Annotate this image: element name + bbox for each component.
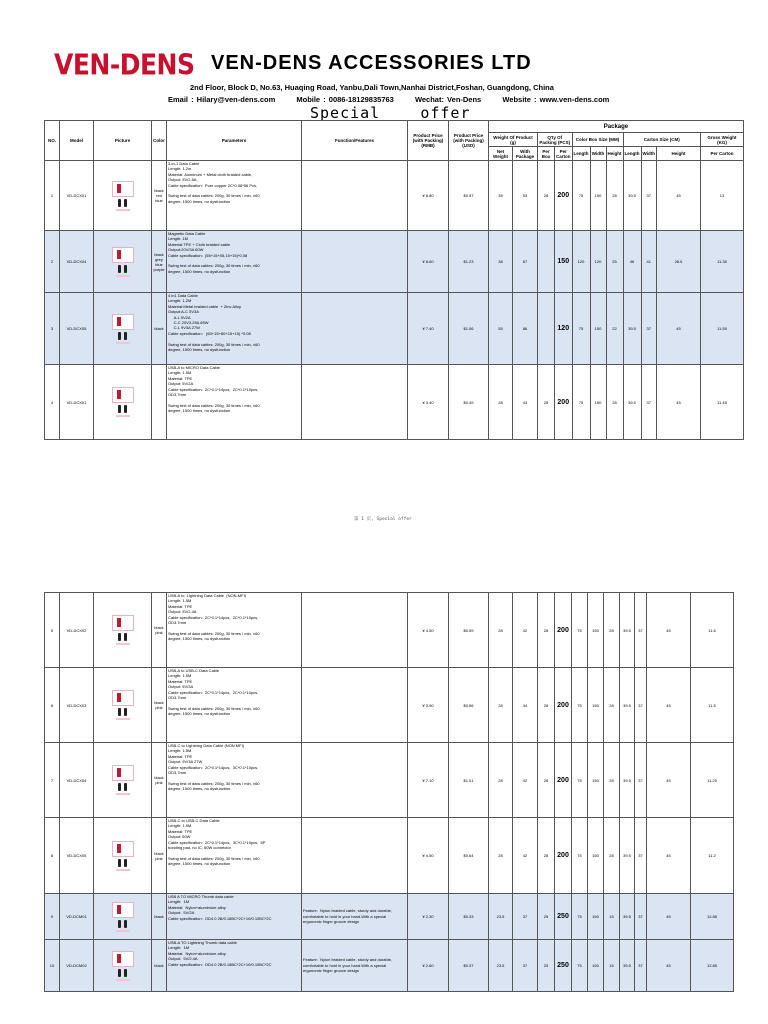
net-weight-cell: 39 xyxy=(489,161,513,231)
box-width-cell: 150 xyxy=(588,743,604,818)
page-title: Special offer xyxy=(310,104,471,122)
function-cell xyxy=(302,668,408,743)
price-usd-cell: $0.49 xyxy=(449,365,489,440)
col-with-package: With Package xyxy=(513,147,538,161)
box-height-cell: 28 xyxy=(604,743,620,818)
box-width-cell: 150 xyxy=(590,293,606,365)
box-length-cell: 75 xyxy=(572,593,588,668)
box-height-cell: 28 xyxy=(604,593,620,668)
table-row xyxy=(45,161,744,231)
wechat: Wechat: Ven-Dens xyxy=(414,95,482,104)
net-weight-cell: 28 xyxy=(489,365,513,440)
gross-weight-cell: 11.45 xyxy=(700,365,743,440)
model-cell: VD-DCX03 xyxy=(60,668,94,743)
gross-weight-cell: 11.2 xyxy=(691,818,734,894)
row-number: 4 xyxy=(45,365,60,440)
price-rmb-cell: ¥ 2.30 xyxy=(408,894,449,940)
color-cell: black xyxy=(152,940,167,992)
package-weight-cell: 44 xyxy=(513,668,538,743)
product-image xyxy=(100,615,146,645)
col-weight: Weight Of Product (g) xyxy=(489,133,538,147)
package-weight-cell: 43 xyxy=(513,365,538,440)
box-length-cell: 75 xyxy=(572,365,590,440)
offer-table-page-1 xyxy=(44,120,744,440)
box-width-cell: 150 xyxy=(588,668,604,743)
carton-length-cell: 39.5 xyxy=(620,894,635,940)
color-cell: black xyxy=(152,894,167,940)
price-rmb-cell: ¥ 2.60 xyxy=(408,940,449,992)
per-carton-cell: 200 xyxy=(555,818,572,894)
col-gross-per-carton: Per Carton xyxy=(700,147,743,161)
per-carton-cell: 120 xyxy=(555,293,573,365)
per-box-cell: 25 xyxy=(538,894,555,940)
function-cell: Feature: Nylon braided cable, sturdy and durable, comfortable to hold in your hand.With a special ergonomic finger groove design xyxy=(302,940,408,992)
parameters-cell: USB-A to MICRO Data Cable Length: 1.5M Material: TPE Output: 5V/2A Cable specification: 2C*0.1*14pcs, 2C*0.1*10pcs, OD3.7mm Swing test of data cables: 200g, 30 times / min, ±60 degree, 1500 times, no dysfunction xyxy=(167,365,302,440)
parameters-cell: USB A TO MICRO Thumb data cable Length: 1M Material: Nylon+aluminium alloy Output: 5V/2A Cable specification: OD4.0 2B/0.18BC*2C+10/0.10BC*2C xyxy=(167,894,302,940)
carton-height-cell: 45 xyxy=(647,818,691,894)
model-cell: VD-DCX04 xyxy=(60,743,94,818)
col-model: Model xyxy=(60,121,94,161)
product-image xyxy=(100,951,146,981)
function-cell xyxy=(302,231,408,293)
carton-length-cell: 39.5 xyxy=(620,818,635,894)
color-cell: black pink xyxy=(152,668,167,743)
company-name: VEN-DENS ACCESSORIES LTD xyxy=(211,52,532,74)
row-number: 2 xyxy=(45,231,60,293)
gross-weight-cell: 11.25 xyxy=(691,743,734,818)
price-rmb-cell: ¥ 7.40 xyxy=(408,293,449,365)
per-box-cell xyxy=(538,231,555,293)
box-height-cell: 15 xyxy=(604,894,620,940)
color-cell xyxy=(152,365,167,440)
col-box-length: Length xyxy=(572,147,590,161)
model-cell: VD-DCM02 xyxy=(60,940,94,992)
carton-width-cell: 37 xyxy=(641,161,656,231)
picture-cell xyxy=(94,231,152,293)
picture-cell xyxy=(94,743,152,818)
col-per-carton: Per Carton xyxy=(556,148,571,159)
net-weight-cell: 28 xyxy=(489,668,513,743)
per-box-cell: 28 xyxy=(538,161,555,231)
row-number: 5 xyxy=(45,593,60,668)
col-parameters: Parameters xyxy=(167,121,302,161)
model-cell: VD-DCX01 xyxy=(60,365,94,440)
box-length-cell: 75 xyxy=(572,894,588,940)
parameters-cell: USB-C to Lightning Data Cable (NON MFI) Length: 1.5M Material: TPE Output: 9V/3A 27W Cable specification: 2C*0.1*14pcs, 3C*0.1*10pcs, OD3.7mm Swing test of data cables: 200g, 30 times / min, ±60 degree, 1500 times, no dysfunction xyxy=(167,743,302,818)
table-row xyxy=(45,894,734,940)
gross-weight-cell: 11.55 xyxy=(700,293,743,365)
price-rmb-cell: ¥ 6.80 xyxy=(408,161,449,231)
parameters-cell: USB-C to USB-C Data Cable Length: 1.5M Material: TPE Output: 60W Cable specification: 2C*0.1*14pcs, 3C*0.1*10pcs, 5P bonding pad, no IC, 60W connector Swing test of data cables: 200g, 30 times / min, ±60 degree, 1500 times, no dysfunction xyxy=(167,818,302,894)
box-height-cell: 28 xyxy=(604,818,620,894)
table-row xyxy=(45,940,734,992)
per-carton-cell: 200 xyxy=(555,743,572,818)
carton-width-cell: 37 xyxy=(635,593,647,668)
package-weight-cell: 67 xyxy=(513,231,538,293)
table-row xyxy=(45,743,734,818)
box-length-cell: 75 xyxy=(572,940,588,992)
product-image xyxy=(100,902,146,932)
carton-width-cell: 41 xyxy=(641,231,656,293)
carton-height-cell: 45 xyxy=(647,940,691,992)
net-weight-cell: 55 xyxy=(489,293,513,365)
model-cell: VD-DCX04 xyxy=(60,231,94,293)
per-box-cell: 25 xyxy=(538,940,555,992)
box-height-cell: 25 xyxy=(606,231,623,293)
carton-height-cell: 45 xyxy=(647,593,691,668)
carton-height-cell: 45 xyxy=(656,293,700,365)
parameters-cell: USB-A TO Lightning Thumb data cable Length: 1M Material: Nylon+aluminium alloy Output: 5V/2.4A Cable specification: OD4.0 2B/0.18BC*2C+10/0.10BC*2C xyxy=(167,940,302,992)
gross-weight-cell: 12.85 xyxy=(691,894,734,940)
carton-length-cell: 39.5 xyxy=(623,293,641,365)
carton-length-cell: 39.5 xyxy=(620,593,635,668)
price-rmb-cell: ¥ 7.10 xyxy=(408,743,449,818)
function-cell: Feature: Nylon braided cable, sturdy and durable, comfortable to hold in your hand.With a special ergonomic finger groove design xyxy=(302,894,408,940)
col-color-box: Color Box Size (MM) xyxy=(572,133,623,147)
carton-length-cell: 46 xyxy=(623,231,641,293)
carton-height-cell: 28.5 xyxy=(656,231,700,293)
model-cell: VD-DCM01 xyxy=(60,894,94,940)
price-usd-cell: $0.56 xyxy=(449,668,489,743)
product-image xyxy=(100,387,146,417)
box-height-cell: 15 xyxy=(604,940,620,992)
table-row xyxy=(45,818,734,894)
per-box-cell: 28 xyxy=(538,365,555,440)
carton-width-cell: 37 xyxy=(635,940,647,992)
carton-length-cell: 39.5 xyxy=(623,161,641,231)
col-function: Function/Features xyxy=(302,121,408,161)
row-number: 3 xyxy=(45,293,60,365)
function-cell xyxy=(302,365,408,440)
contact-line xyxy=(168,95,627,104)
col-carton-height: Height xyxy=(656,147,700,161)
function-cell xyxy=(302,161,408,231)
row-number: 6 xyxy=(45,668,60,743)
company-logo: VEN-DENS xyxy=(54,47,195,82)
table-row xyxy=(45,593,734,668)
product-image xyxy=(100,765,146,795)
col-picture: Picture xyxy=(94,121,152,161)
box-width-cell: 150 xyxy=(588,593,604,668)
carton-length-cell: 39.5 xyxy=(623,365,641,440)
picture-cell xyxy=(94,161,152,231)
gross-weight-cell: 11.35 xyxy=(700,231,743,293)
box-length-cell: 75 xyxy=(572,818,588,894)
price-usd-cell: $0.59 xyxy=(449,593,489,668)
box-height-cell: 28 xyxy=(606,365,623,440)
row-number: 1 xyxy=(45,161,60,231)
picture-cell xyxy=(94,894,152,940)
function-cell xyxy=(302,293,408,365)
package-weight-cell: 42 xyxy=(513,743,538,818)
carton-length-cell: 39.5 xyxy=(620,668,635,743)
product-image xyxy=(100,314,146,344)
carton-width-cell: 37 xyxy=(641,293,656,365)
per-box-cell: 28 xyxy=(538,593,555,668)
box-width-cell: 120 xyxy=(590,231,606,293)
price-rmb-cell: ¥ 4.50 xyxy=(408,593,449,668)
col-price-usd: Product Price (with Packing) (USD) xyxy=(449,121,489,161)
box-length-cell: 75 xyxy=(572,293,590,365)
col-box-width: Width xyxy=(590,147,606,161)
carton-width-cell: 37 xyxy=(635,668,647,743)
per-box-cell: 28 xyxy=(538,818,555,894)
price-usd-cell: $0.33 xyxy=(449,894,489,940)
price-usd-cell: $1.01 xyxy=(449,743,489,818)
box-length-cell: 75 xyxy=(572,668,588,743)
package-weight-cell: 37 xyxy=(513,894,538,940)
table-row xyxy=(45,231,744,293)
picture-cell xyxy=(94,668,152,743)
row-number: 8 xyxy=(45,818,60,894)
box-length-cell: 75 xyxy=(572,161,590,231)
price-usd-cell: $1.23 xyxy=(449,231,489,293)
box-height-cell: 28 xyxy=(606,161,623,231)
net-weight-cell: 28 xyxy=(489,743,513,818)
picture-cell xyxy=(94,940,152,992)
carton-length-cell: 39.5 xyxy=(620,940,635,992)
carton-width-cell: 37 xyxy=(641,365,656,440)
offer-table-page-2 xyxy=(44,592,734,992)
gross-weight-cell: 13 xyxy=(700,161,743,231)
parameters-cell: Magnetic Data Cable Length: 1M Material:TPE + Cloth braided cable Output:20V/3A 60W Cable specification: (55+15+55,15+15)*0.08 Swing test of data cables: 200g, 30 times / min, ±60 degree, 1500 times, no dysfunction xyxy=(167,231,302,293)
box-height-cell: 28 xyxy=(604,668,620,743)
box-width-cell: 150 xyxy=(590,161,606,231)
price-usd-cell: $0.64 xyxy=(449,818,489,894)
function-cell xyxy=(302,593,408,668)
carton-height-cell: 45 xyxy=(656,365,700,440)
email: Email : Hilary@ven-dens.com xyxy=(168,95,276,104)
picture-cell xyxy=(94,365,152,440)
picture-cell xyxy=(94,293,152,365)
carton-length-cell: 39.5 xyxy=(620,743,635,818)
color-cell: black xyxy=(152,293,167,365)
gross-weight-cell: 11.6 xyxy=(691,593,734,668)
col-color: Color xyxy=(152,121,167,161)
product-image xyxy=(100,247,146,277)
mobile: Mobile : 0086-18129835763 xyxy=(296,95,394,104)
model-cell: VD-DCX05 xyxy=(60,293,94,365)
model-cell: VD-DCX01 xyxy=(60,161,94,231)
function-cell xyxy=(302,818,408,894)
box-length-cell: 120 xyxy=(572,231,590,293)
price-usd-cell: $0.37 xyxy=(449,940,489,992)
gross-weight-cell: 12.85 xyxy=(691,940,734,992)
col-gross: Gross Weight (KG) xyxy=(700,133,743,147)
per-carton-cell: 200 xyxy=(555,365,573,440)
parameters-cell: 4 in1 Data Cable Length: 1.2M Material:Metal braided cable + Zinc Alloy Output:A-C 5V3A A-L 5V2A C-C 20V3.25A 65W C-L 9V3A 27W Cable specification: (60+15+80+15+15) *0.08 Swing test of data cables: 200g, 30 times / min, ±60 degree, 1500 times, no dysfunction xyxy=(167,293,302,365)
price-rmb-cell: ¥ 3.40 xyxy=(408,365,449,440)
per-carton-cell: 150 xyxy=(555,231,573,293)
col-price-rmb: Product Price (with Packing) (RMB) xyxy=(408,121,449,161)
company-address: 2nd Floor, Block D, No.63, Huaqing Road, Yanbu,Dali Town,Nanhai District,Foshan, Guangdong, China xyxy=(190,83,554,92)
box-width-cell: 150 xyxy=(590,365,606,440)
package-weight-cell: 53 xyxy=(513,161,538,231)
parameters-cell: USB-A to Lightning Data Cable (NON-MFI) Length: 1.5M Material: TPE Output: 5V/2.4A Cable specification: 2C*0.1*14pcs, 2C*0.1*10pcs, OD3.7mm Swing test of data cables: 200g, 30 times / min, ±60 degree, 1500 times, no dysfunction xyxy=(167,593,302,668)
parameters-cell: USB-A to USB-C Data Cable Length: 1.5M Material: TPE Output: 5V/3A Cable specification: 2C*0.1*14pcs, 2C*0.1*10pcs, OD3.7mm Swing test of data cables: 200g, 30 times / min, ±60 degree, 1500 times, no dysfunction xyxy=(167,668,302,743)
net-weight-cell: 23.5 xyxy=(489,894,513,940)
net-weight-cell: 23.5 xyxy=(489,940,513,992)
row-number: 7 xyxy=(45,743,60,818)
package-weight-cell: 42 xyxy=(513,818,538,894)
color-cell: black pink xyxy=(152,818,167,894)
col-carton-width: Width xyxy=(641,147,656,161)
package-weight-cell: 37 xyxy=(513,940,538,992)
price-rmb-cell: ¥ 3.90 xyxy=(408,668,449,743)
col-per-box: Per Box xyxy=(538,147,555,161)
per-box-cell: 28 xyxy=(538,743,555,818)
page-footer: 第 1 页, Special offer xyxy=(354,517,412,522)
carton-height-cell: 45 xyxy=(647,743,691,818)
box-width-cell: 150 xyxy=(588,818,604,894)
net-weight-cell: 28 xyxy=(489,818,513,894)
color-cell: black pink xyxy=(152,593,167,668)
col-package: Package xyxy=(489,121,744,133)
col-no: NO. xyxy=(45,121,60,161)
product-image xyxy=(100,841,146,871)
col-net-weight: Net Weight xyxy=(489,147,513,161)
color-cell: black pink xyxy=(152,743,167,818)
net-weight-cell: 28 xyxy=(489,593,513,668)
row-number: 10 xyxy=(45,940,60,992)
price-rmb-cell: ¥ 4.50 xyxy=(408,818,449,894)
carton-width-cell: 37 xyxy=(635,818,647,894)
carton-width-cell: 37 xyxy=(635,894,647,940)
website: Website : www.ven-dens.com xyxy=(502,95,610,104)
carton-height-cell: 45 xyxy=(656,161,700,231)
box-width-cell: 150 xyxy=(588,940,604,992)
col-carton-length: Length xyxy=(623,147,641,161)
box-width-cell: 150 xyxy=(588,894,604,940)
function-cell xyxy=(302,743,408,818)
per-carton-cell: 200 xyxy=(555,668,572,743)
col-box-height: Height xyxy=(606,147,623,161)
gross-weight-cell: 11.5 xyxy=(691,668,734,743)
package-weight-cell: 42 xyxy=(513,593,538,668)
per-carton-cell: 200 xyxy=(555,593,572,668)
per-box-cell xyxy=(538,293,555,365)
model-cell: VD-DCX02 xyxy=(60,593,94,668)
package-weight-cell: 86 xyxy=(513,293,538,365)
table-row xyxy=(45,365,744,440)
price-rmb-cell: ¥ 8.60 xyxy=(408,231,449,293)
col-qty: Q'ty Of Packing (PCS) xyxy=(539,134,571,145)
carton-height-cell: 45 xyxy=(647,894,691,940)
per-carton-cell: 200 xyxy=(555,161,573,231)
document-header xyxy=(0,0,768,122)
product-image xyxy=(100,690,146,720)
per-carton-cell: 250 xyxy=(555,894,572,940)
table-row xyxy=(45,668,734,743)
model-cell: VD-DCX05 xyxy=(60,818,94,894)
parameters-cell: 3-in-1 Data Cable Length: 1.2m Material: Aluminum + Metal cloth braided cable, Output: 5V/2.5A, Cable specification: Pure copper 2C*0.08*56 Pcs, Swing test of data cables: 200g, 30 times / min, ±60 degree, 1500 times, no dysfunction xyxy=(167,161,302,231)
carton-width-cell: 37 xyxy=(635,743,647,818)
box-length-cell: 75 xyxy=(572,743,588,818)
row-number: 9 xyxy=(45,894,60,940)
net-weight-cell: 38 xyxy=(489,231,513,293)
per-box-cell: 28 xyxy=(538,668,555,743)
carton-height-cell: 45 xyxy=(647,668,691,743)
color-cell: black red blue xyxy=(152,161,167,231)
picture-cell xyxy=(94,818,152,894)
col-carton: Carton Size (CM) xyxy=(623,133,700,147)
product-image xyxy=(100,181,146,211)
picture-cell xyxy=(94,593,152,668)
price-usd-cell: $0.97 xyxy=(449,161,489,231)
per-carton-cell: 250 xyxy=(555,940,572,992)
box-height-cell: 22 xyxy=(606,293,623,365)
price-usd-cell: $1.06 xyxy=(449,293,489,365)
table-row xyxy=(45,293,744,365)
color-cell: black grey blue purple xyxy=(152,231,167,293)
